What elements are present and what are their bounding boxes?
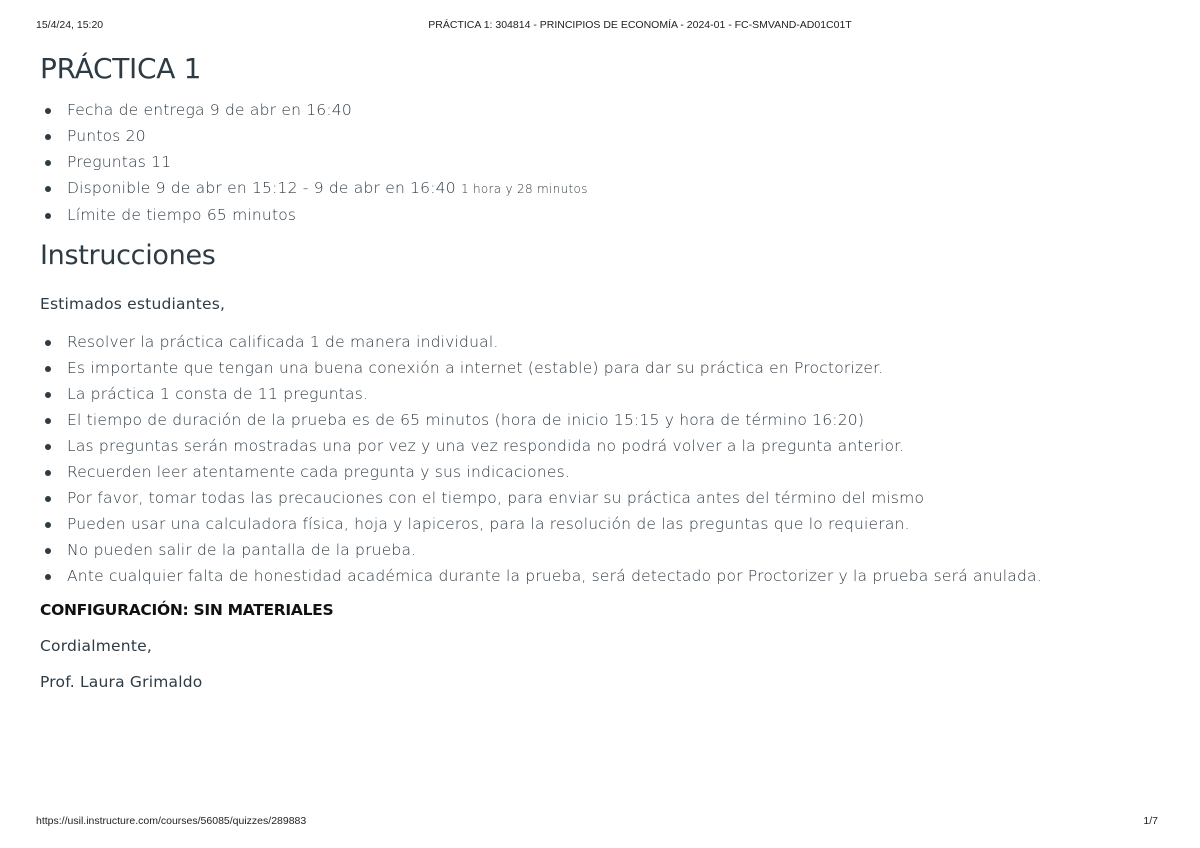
instruction-item: No pueden salir de la pantalla de la prueba. (40, 537, 1160, 563)
closing: Cordialmente, (40, 637, 152, 655)
detail-availability-text: Disponible 9 de abr en 15:12 - 9 de abr en 16:40 (67, 179, 456, 197)
instruction-item: Por favor, tomar todas las precauciones con el tiempo, para enviar su práctica antes del término del mismo (40, 485, 1160, 511)
instruction-item: Ante cualquier falta de honestidad académica durante la prueba, será detectado por Proctorizer y la prueba será anulada. (40, 563, 1160, 589)
print-page-number: 1/7 (1143, 815, 1158, 827)
quiz-title: PRÁCTICA 1 (40, 52, 202, 85)
instruction-item: Pueden usar una calculadora física, hoja y lapiceros, para la resolución de las preguntas que lo requieran. (40, 511, 1160, 537)
detail-questions (40, 149, 1160, 175)
detail-due-date-text: Fecha de entrega 9 de abr en 16:40 (67, 101, 352, 119)
print-footer (36, 815, 1164, 831)
quiz-details-list (40, 97, 1160, 228)
detail-availability (40, 175, 1160, 202)
detail-questions-text: Preguntas 11 (67, 153, 172, 171)
configuration-note: CONFIGURACIÓN: SIN MATERIALES (40, 601, 334, 619)
detail-time-limit-text: Límite de tiempo 65 minutos (67, 206, 297, 224)
detail-availability-duration: 1 hora y 28 minutos (460, 182, 588, 196)
print-date: 15/4/24, 15:20 (36, 19, 104, 31)
detail-due-date (40, 97, 1160, 123)
quiz-content (40, 50, 1160, 707)
instruction-item: Las preguntas serán mostradas una por vez y una vez respondida no podrá volver a la pregunta anterior. (40, 433, 1160, 459)
detail-points (40, 123, 1160, 149)
greeting: Estimados estudiantes, (40, 295, 226, 313)
print-header (36, 19, 1164, 35)
signature: Prof. Laura Grimaldo (40, 673, 203, 691)
instruction-item: La práctica 1 consta de 11 preguntas. (40, 381, 1160, 407)
instruction-item: Recuerden leer atentamente cada pregunta y sus indicaciones. (40, 459, 1160, 485)
instructions-heading: Instrucciones (40, 240, 216, 271)
instruction-item: Resolver la práctica calificada 1 de manera individual. (40, 329, 1160, 355)
print-page-title: PRÁCTICA 1: 304814 - PRINCIPIOS DE ECONOMÍA - 2024-01 - FC-SMVAND-AD01C01T (428, 19, 852, 31)
detail-points-text: Puntos 20 (67, 127, 146, 145)
instruction-item: Es importante que tengan una buena conexión a internet (estable) para dar su práctica en Proctorizer. (40, 355, 1160, 381)
instructions-list (40, 329, 1160, 589)
instruction-item: El tiempo de duración de la prueba es de 65 minutos (hora de inicio 15:15 y hora de término 16:20) (40, 407, 1160, 433)
print-url: https://usil.instructure.com/courses/56085/quizzes/289883 (36, 815, 307, 827)
detail-time-limit (40, 202, 1160, 228)
